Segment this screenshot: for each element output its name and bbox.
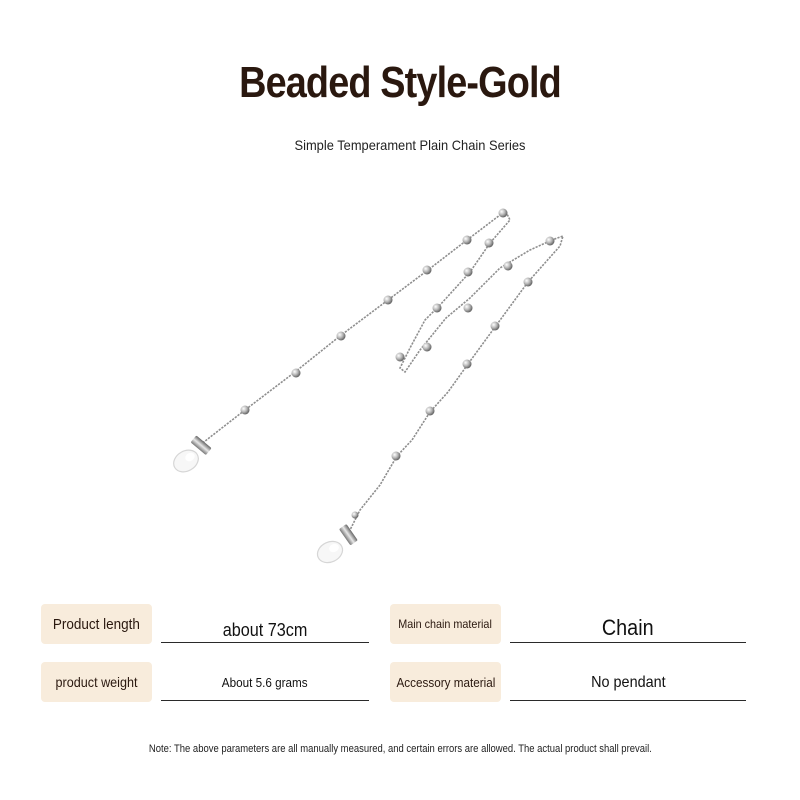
spec-value-main-chain-material: Chain [510, 603, 746, 643]
page-subtitle: Simple Temperament Plain Chain Series [294, 137, 526, 153]
spec-value-product-weight: About 5.6 grams [161, 661, 369, 701]
spec-label-product-weight: product weight [41, 662, 152, 702]
spec-label-main-chain-material: Main chain material [390, 604, 501, 644]
spec-value-product-length: about 73cm [161, 603, 369, 643]
spec-label-product-length: Product length [41, 604, 152, 644]
product-image [150, 195, 610, 575]
page-title: Beaded Style-Gold [239, 58, 561, 107]
spec-value-accessory-material: No pendant [510, 661, 746, 701]
footer-note: Note: The above parameters are all manually measured, and certain errors are allowed. The actual product shall prevail. [148, 743, 652, 755]
spec-label-accessory-material: Accessory material [390, 662, 501, 702]
